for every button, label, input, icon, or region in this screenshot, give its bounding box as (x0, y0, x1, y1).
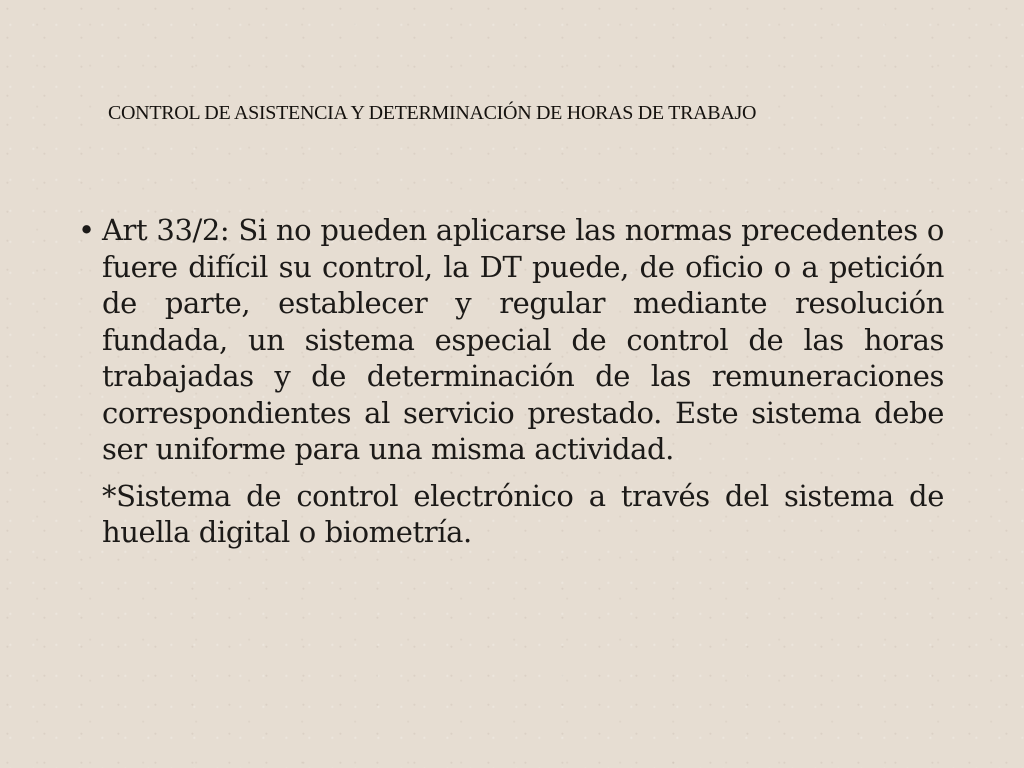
bullet-text: Art 33/2: Si no pueden aplicarse las normas precedentes o fuere difícil su control, la DT puede, de oficio o a petición de parte, establecer y regular mediante resolución fundada, un sistema especial de control de las horas trabajadas y de determinación de las remuneraciones correspondientes al servicio prestado. Este sistema debe ser uniforme para una misma actividad. (102, 213, 944, 466)
slide-title: CONTROL DE ASISTENCIA Y DETERMINACIÓN DE HORAS DE TRABAJO (108, 102, 757, 124)
bullet-item (78, 212, 944, 468)
note-text: *Sistema de control electrónico a través del sistema de huella digital o biometría. (102, 478, 944, 549)
bullet-icon: • (78, 213, 96, 247)
slide-content (78, 212, 944, 551)
